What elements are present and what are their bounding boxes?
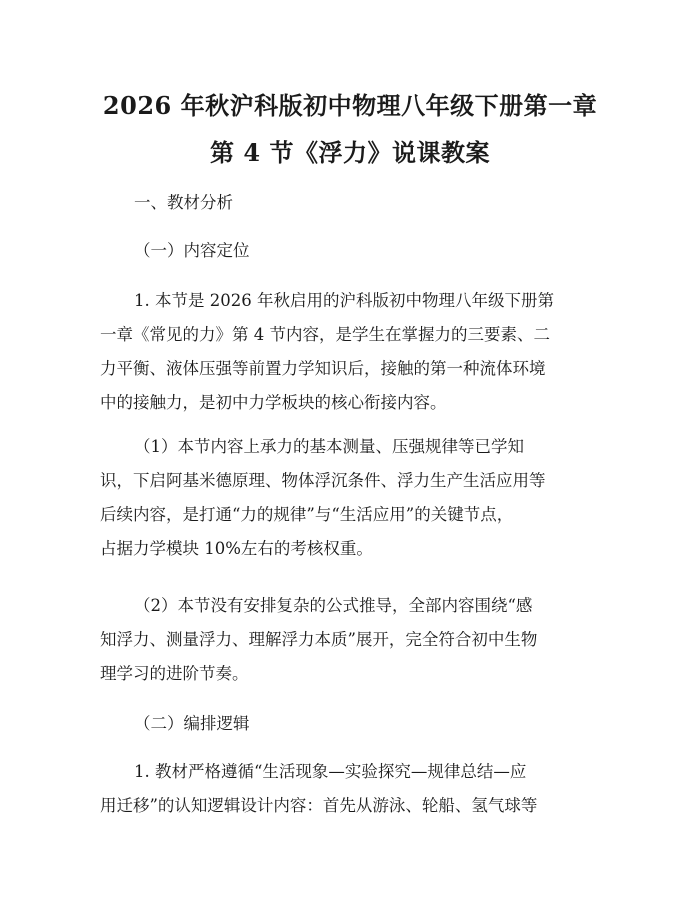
paragraph-line: 中的接触力，是初中力学板块的核心衔接内容。 xyxy=(100,393,447,412)
paragraph-line: （2）本节没有安排复杂的公式推导，全部内容围绕“感 xyxy=(134,596,533,615)
paragraph-line: 占据力学模块 10%左右的考核权重。 xyxy=(100,539,373,558)
paragraph-line: 1. 本节是 2026 年秋启用的沪科版初中物理八年级下册第 xyxy=(134,291,554,310)
paragraph-line: 后续内容，是打通“力的规律”与“生活应用”的关键节点， xyxy=(100,505,514,524)
section-heading-teaching-material-analysis: 一、教材分析 xyxy=(134,193,233,212)
document-title-line-1: 2026 年秋沪科版初中物理八年级下册第一章 xyxy=(102,91,598,120)
paragraph-line: 一章《常见的力》第 4 节内容，是学生在掌握力的三要素、二 xyxy=(100,325,550,344)
paragraph-line: 识，下启阿基米德原理、物体浮沉条件、浮力生产生活应用等 xyxy=(100,471,546,490)
paragraph-arrangement-logic xyxy=(100,755,600,823)
paragraph-content-positioning xyxy=(100,284,600,420)
subsection-heading-arrangement-logic: （二）编排逻辑 xyxy=(134,714,250,733)
paragraph-line: 力平衡、液体压强等前置力学知识后，接触的第一种流体环境 xyxy=(100,359,546,378)
paragraph-point-1 xyxy=(100,430,600,566)
paragraph-line: 知浮力、测量浮力、理解浮力本质”展开，完全符合初中生物 xyxy=(100,630,538,649)
paragraph-line: （1）本节内容上承力的基本测量、压强规律等已学知 xyxy=(134,437,524,456)
document-title-line-2: 第 4 节《浮力》说课教案 xyxy=(210,138,490,167)
paragraph-line: 用迁移”的认知逻辑设计内容：首先从游泳、轮船、氢气球等 xyxy=(100,796,538,815)
paragraph-point-2 xyxy=(100,589,600,691)
subsection-heading-content-positioning: （一）内容定位 xyxy=(134,241,250,260)
paragraph-line: 理学习的进阶节奏。 xyxy=(100,664,249,683)
paragraph-line: 1. 教材严格遵循“生活现象—实验探究—规律总结—应 xyxy=(134,762,527,781)
